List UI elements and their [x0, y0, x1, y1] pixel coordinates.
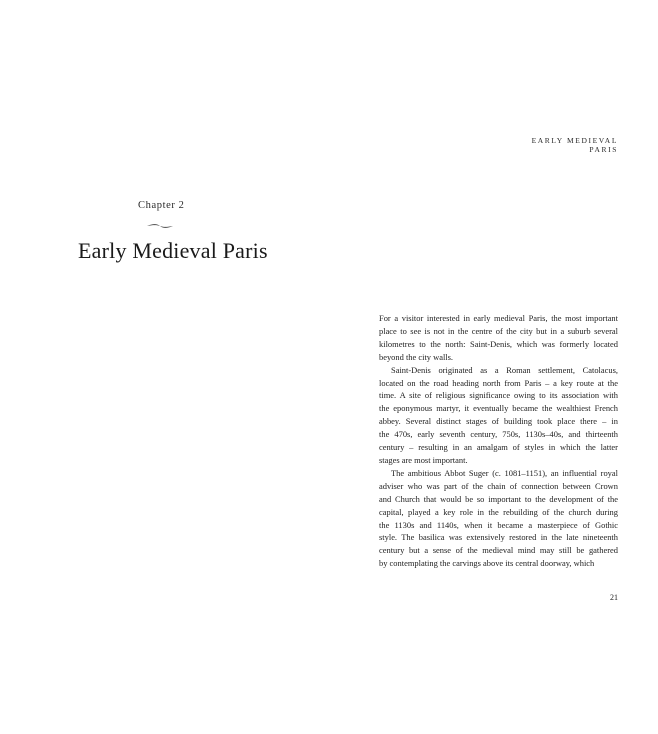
text-line: place to see is not in the centre of the city but in a suburb several — [379, 325, 618, 336]
text-line: abbey. Several distinct stages of building took place there – in — [379, 416, 618, 427]
body-text — [379, 312, 618, 570]
ornament-flourish-icon — [146, 222, 174, 230]
page-number: 21 — [610, 593, 618, 602]
text-line: kilometres to the north: Saint-Denis, which was formerly located — [379, 338, 618, 349]
text-line: and Church that would be so important to the development of the — [379, 493, 618, 504]
text-line: adviser who was part of the chain of connection between Crown — [379, 480, 618, 491]
text-line: by contemplating the carvings above its central doorway, which — [379, 558, 595, 569]
text-line: the 1130s and 1140s, when it became a masterpiece of Gothic — [379, 519, 618, 530]
text-line: beyond the city walls. — [379, 351, 454, 362]
body-paragraph — [379, 467, 618, 570]
chapter-title: Early Medieval Paris — [78, 238, 268, 263]
text-line: century but a sense of the medieval mind may still be gathered — [379, 545, 618, 556]
text-line: The ambitious Abbot Suger (c. 1081–1151), an influential royal — [391, 467, 618, 478]
body-paragraph — [379, 364, 618, 467]
text-line: century – resulting in an amalgam of styles in which the latter — [379, 442, 618, 453]
body-paragraph — [379, 312, 618, 364]
running-head: EARLY MEDIEVAL PARIS — [531, 136, 618, 154]
text-line: the 470s, early seventh century, 750s, 1130s–40s, and thirteenth — [379, 429, 618, 440]
text-line: style. The basilica was extensively restored in the late nineteenth — [379, 532, 618, 543]
text-line: time. A site of religious significance owing to its association with — [379, 390, 618, 401]
text-line: the eponymous martyr, it eventually became the wealthiest French — [379, 403, 618, 414]
text-line: Saint-Denis originated as a Roman settlement, Catolacus, — [391, 364, 618, 375]
text-line: stages are most important. — [379, 454, 468, 465]
chapter-label: Chapter 2 — [138, 200, 185, 211]
text-line: capital, played a key role in the rebuilding of the church during — [379, 506, 618, 517]
text-line: located on the road heading north from Paris – a key route at the — [379, 377, 618, 388]
text-line: For a visitor interested in early medieval Paris, the most important — [379, 313, 618, 323]
